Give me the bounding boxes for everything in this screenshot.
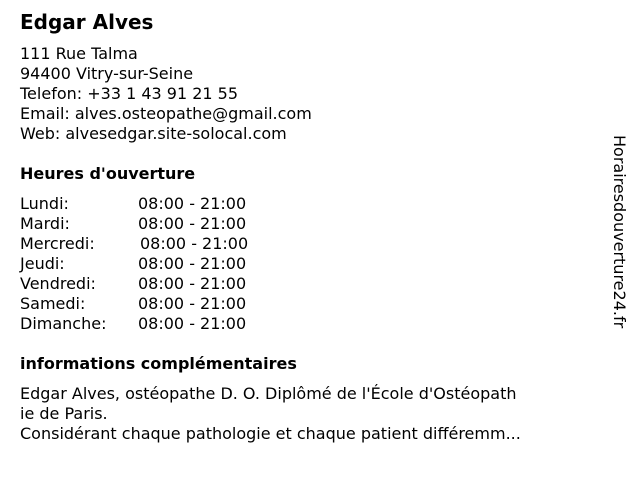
time-range: 08:00 - 21:00 xyxy=(138,194,247,213)
hours-row-monday xyxy=(20,194,300,214)
time-range: 08:00 - 21:00 xyxy=(138,314,247,333)
web-line: Web: alvesedgar.site-solocal.com xyxy=(20,124,287,143)
day-label: Dimanche: xyxy=(20,314,107,333)
hours-row-tuesday xyxy=(20,214,300,234)
time-range: 08:00 - 21:00 xyxy=(138,254,247,273)
time-range: 08:00 - 21:00 xyxy=(138,294,247,313)
address-line-2: 94400 Vitry-sur-Seine xyxy=(20,64,194,83)
hours-row-sunday xyxy=(20,314,300,334)
time-range: 08:00 - 21:00 xyxy=(138,214,247,233)
address-line-1: 111 Rue Talma xyxy=(20,44,138,63)
site-watermark: Horairesdouverture24.fr xyxy=(610,135,629,329)
info-line-2: ie de Paris. xyxy=(20,404,108,423)
day-label: Mardi: xyxy=(20,214,70,233)
opening-hours-table xyxy=(20,194,300,334)
time-range: 08:00 - 21:00 xyxy=(138,274,247,293)
opening-hours-heading: Heures d'ouverture xyxy=(20,164,196,183)
info-line-1: Edgar Alves, ostéopathe D. O. Diplômé de l'École d'Ostéopath xyxy=(20,384,517,403)
day-label: Samedi: xyxy=(20,294,86,313)
day-label: Jeudi: xyxy=(20,254,65,273)
day-label: Lundi: xyxy=(20,194,69,213)
hours-row-friday xyxy=(20,274,300,294)
hours-row-thursday xyxy=(20,254,300,274)
hours-row-saturday xyxy=(20,294,300,314)
email-line: Email: alves.osteopathe@gmail.com xyxy=(20,104,312,123)
business-card xyxy=(20,0,600,480)
info-line-3: Considérant chaque pathologie et chaque patient différemm... xyxy=(20,424,521,443)
business-name: Edgar Alves xyxy=(20,10,154,34)
additional-info-text xyxy=(20,384,565,444)
day-label: Mercredi: xyxy=(20,234,95,253)
day-label: Vendredi: xyxy=(20,274,96,293)
time-range: 08:00 - 21:00 xyxy=(140,234,249,253)
additional-info-heading: informations complémentaires xyxy=(20,354,297,373)
contact-details xyxy=(20,44,312,144)
phone-line: Telefon: +33 1 43 91 21 55 xyxy=(20,84,239,103)
hours-row-wednesday xyxy=(20,234,300,254)
